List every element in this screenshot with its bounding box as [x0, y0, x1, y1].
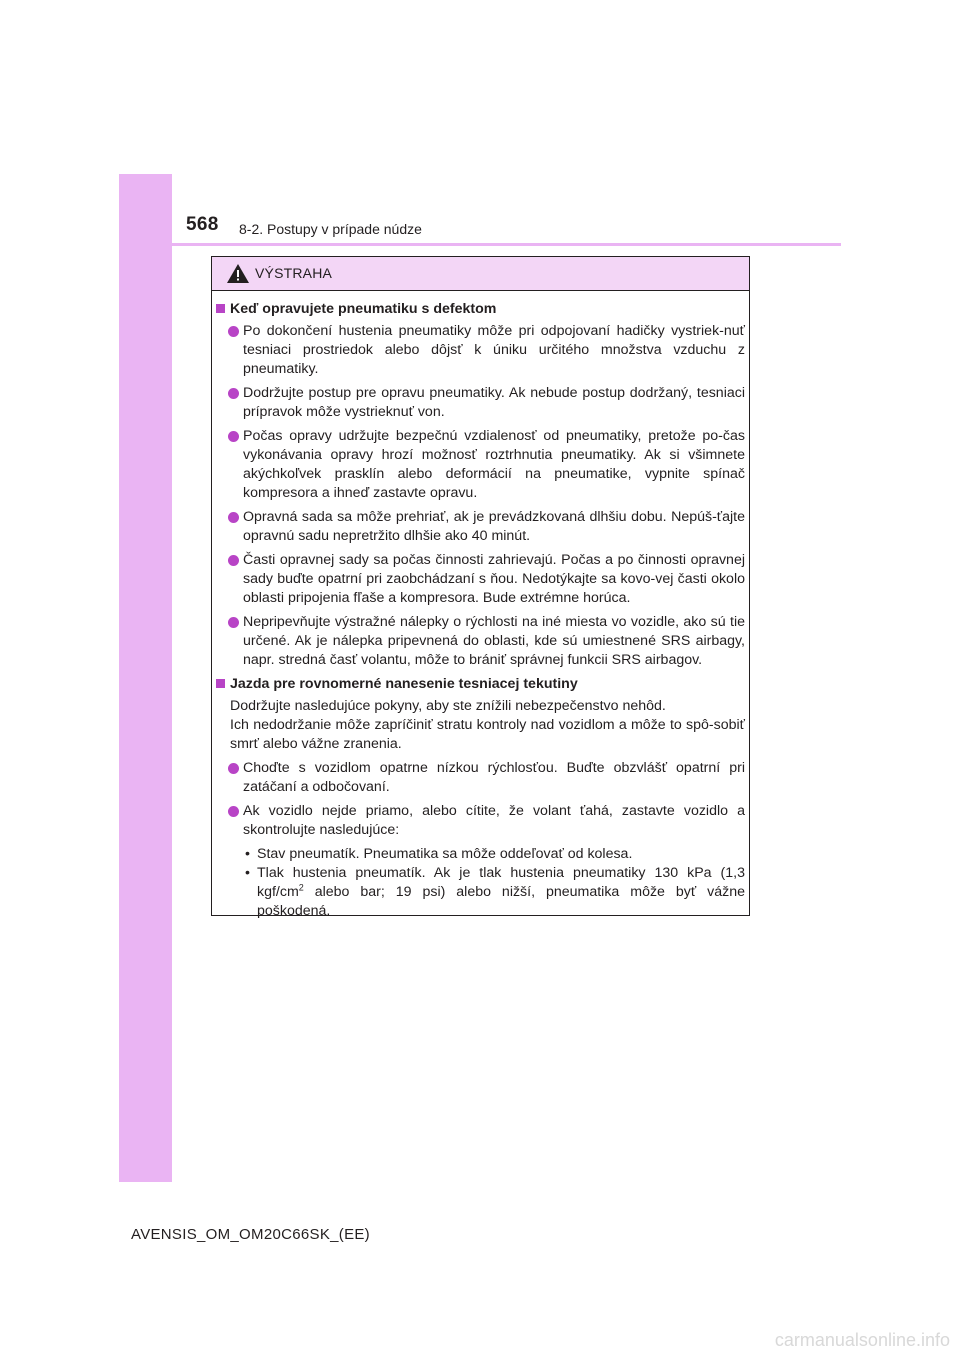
warning-item [216, 759, 745, 797]
circle-bullet-icon [228, 431, 239, 442]
warning-item [216, 802, 745, 840]
warning-item-text: Časti opravnej sady sa počas činnosti zahrievajú. Počas a po činnosti opravnej sady buďte opatrní pri zaobchádzaní s ňou. Nedotýkajte sa kovo-vej časti okolo oblasti pripojenia fľaše a kompresora. Bude extrémne horúca. [243, 552, 745, 606]
warning-item [216, 613, 745, 670]
side-color-band [119, 174, 172, 1182]
warning-item [216, 551, 745, 608]
circle-bullet-icon [228, 806, 239, 817]
sub-list-text: Tlak hustenia pneumatík. Ak je tlak hustenia pneumatiky 130 kPa (1,3 kgf/cm [257, 865, 745, 900]
warning-title: VÝSTRAHA [255, 265, 333, 281]
page-number: 568 [186, 214, 219, 235]
warning-item-text: Nepripevňujte výstražné nálepky o rýchlosti na iné miesta vo vozidle, ako sú tie určené. Ak je nálepka pripevnená do oblasti, kde sú umiestnené SRS airbagy, napr. stredná časť volantu, môže to brániť správnej funkcii SRS airbagov. [243, 614, 745, 668]
warning-item [216, 427, 745, 503]
watermark: carmanualsonline.info [774, 1330, 950, 1350]
section-title: 8-2. Postupy v prípade núdze [239, 221, 422, 237]
warning-item-text: Ak vozidlo nejde priamo, alebo cítite, že volant ťahá, zastavte vozidlo a skontrolujte nasledujúce: [243, 803, 745, 838]
square-bullet-icon [216, 304, 225, 313]
section-heading-repair [216, 300, 745, 319]
document-code-footer: AVENSIS_OM_OM20C66SK_(EE) [131, 1226, 370, 1243]
circle-bullet-icon [228, 617, 239, 628]
small-bullet-icon: • [245, 865, 250, 881]
warning-item [216, 322, 745, 379]
section-intro-line: Dodržujte nasledujúce pokyny, aby ste znížili nebezpečenstvo nehôd. [230, 698, 666, 714]
section-intro [216, 697, 745, 754]
circle-bullet-icon [228, 512, 239, 523]
circle-bullet-icon [228, 555, 239, 566]
circle-bullet-icon [228, 763, 239, 774]
warning-item-text: Dodržujte postup pre opravu pneumatiky. Ak nebude postup dodržaný, tesniaci prípravok môže vystrieknuť von. [243, 385, 745, 420]
sub-list-item [216, 845, 745, 864]
section-heading-text: Jazda pre rovnomerné nanesenie tesniacej tekutiny [230, 676, 578, 692]
warning-item-text: Opravná sada sa môže prehriať, ak je prevádzkovaná dlhšiu dobu. Nepúš-ťajte opravnú sadu nepretržito dlhšie ako 40 minút. [243, 509, 745, 544]
square-bullet-icon [216, 679, 225, 688]
warning-item [216, 384, 745, 422]
section-intro-line: Ich nedodržanie môže zapríčiniť stratu kontroly nad vozidlom a môže to spô-sobiť smrť alebo vážne zranenia. [230, 717, 745, 752]
superscript: 2 [298, 882, 304, 893]
sub-list-text: Stav pneumatík. Pneumatika sa môže oddeľovať od kolesa. [257, 846, 633, 862]
header-rule [172, 243, 841, 246]
circle-bullet-icon [228, 326, 239, 337]
warning-body [212, 291, 749, 921]
warning-item [216, 508, 745, 546]
warning-triangle-icon [227, 264, 249, 283]
warning-item-text: Choďte s vozidlom opatrne nízkou rýchlosťou. Buďte obzvlášť opatrní pri zatáčaní a odbočovaní. [243, 760, 745, 795]
warning-header [212, 257, 749, 291]
warning-box [211, 256, 750, 919]
section-heading-text: Keď opravujete pneumatiku s defektom [230, 301, 497, 317]
small-bullet-icon: • [245, 846, 250, 862]
warning-item-text: Počas opravy udržujte bezpečnú vzdialenosť od pneumatiky, pretože po-čas vykonávania opravy hrozí možnosť roztrhnutia pneumatiky. Ak si všimnete akýchkoľvek prasklín alebo deformácií na pneumatike, vypnite spínač kompresora a ihneď zastavte opravu. [243, 428, 745, 501]
warning-item-text: Po dokončení hustenia pneumatiky môže pri odpojovaní hadičky vystriek-nuť tesniaci prostriedok alebo dôjsť k úniku určitého množstva vzduchu z pneumatiky. [243, 323, 745, 377]
circle-bullet-icon [228, 388, 239, 399]
sub-list-item [216, 864, 745, 921]
sub-list-text: alebo bar; 19 psi) alebo nižší, pneumatika môže byť vážne poškodená. [257, 884, 745, 919]
section-heading-driving [216, 675, 745, 694]
